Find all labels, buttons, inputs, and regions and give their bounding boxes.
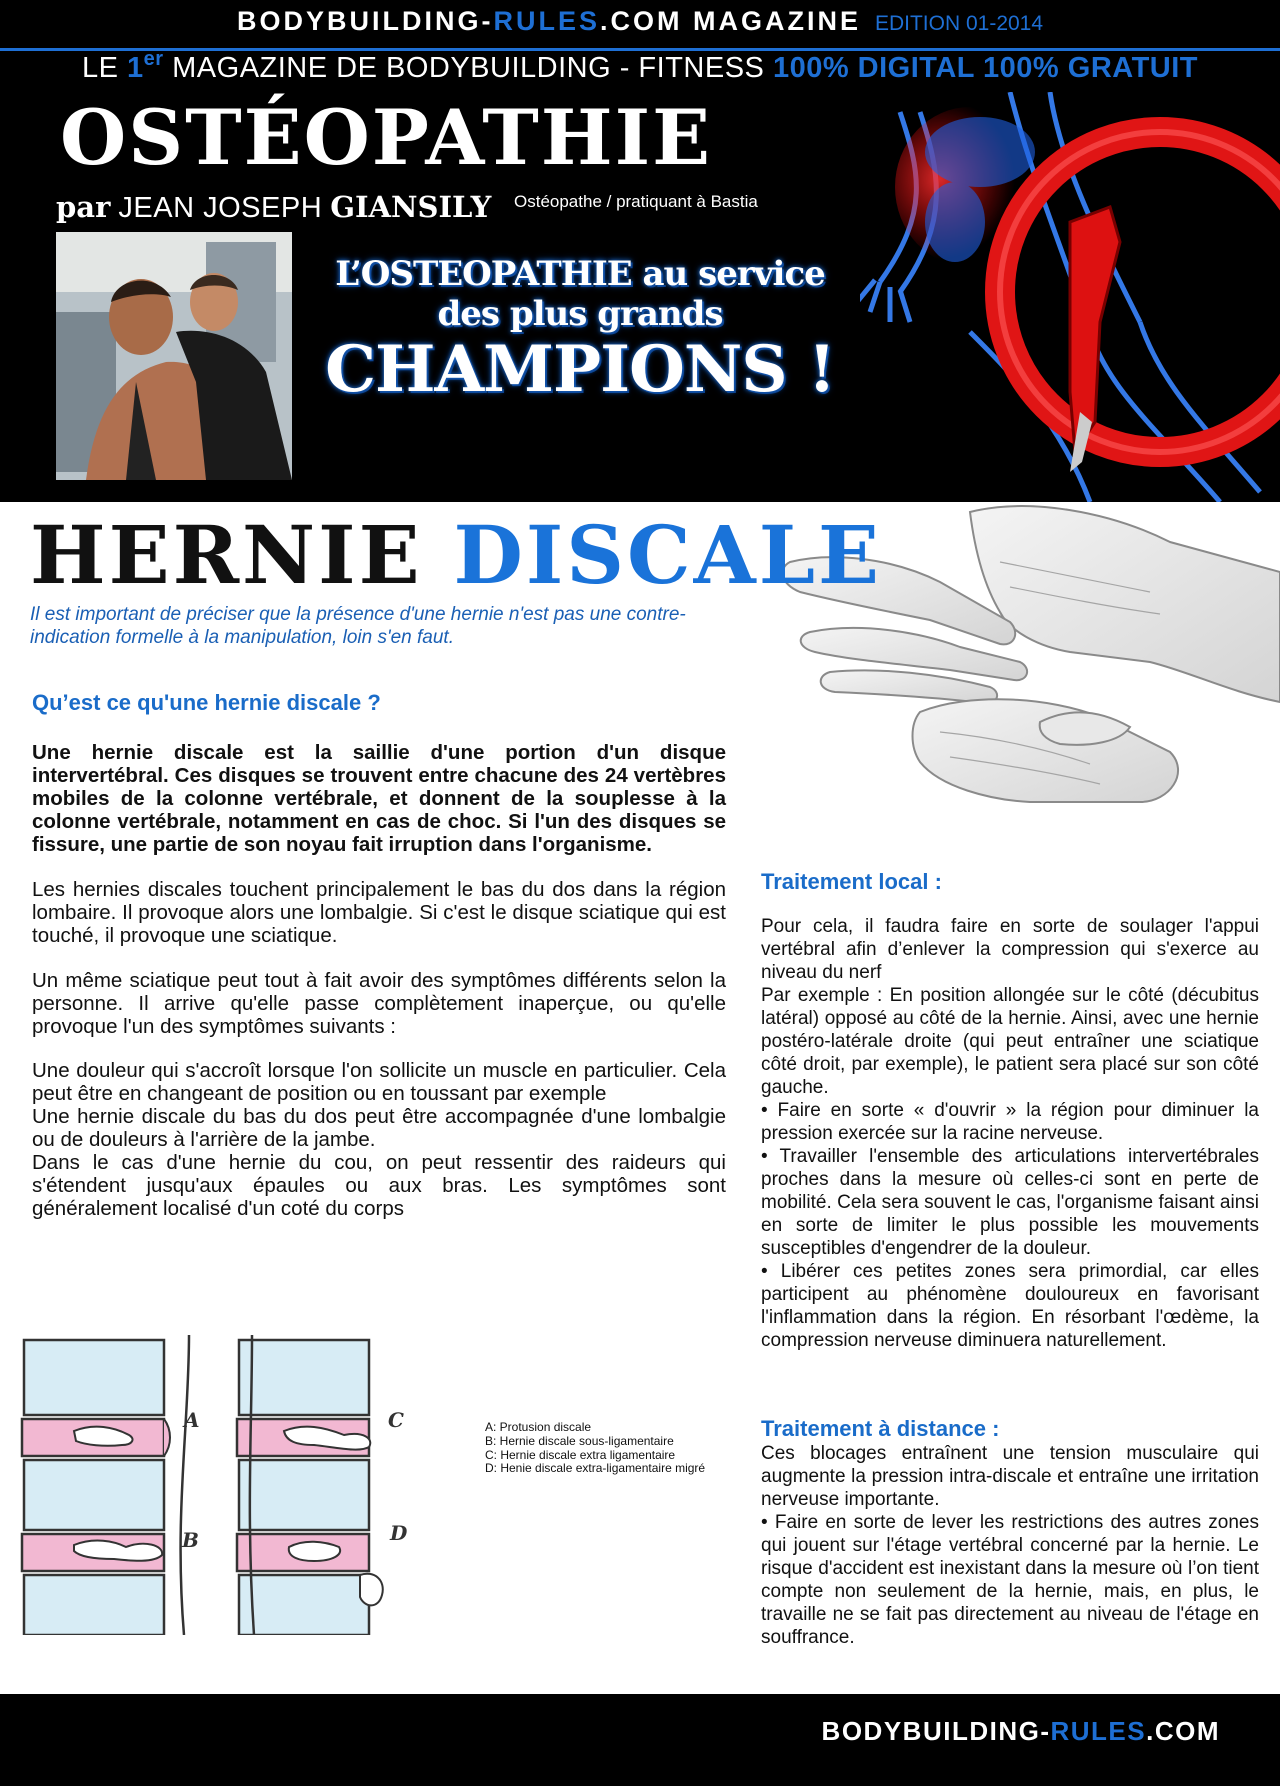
distance-treatment-text [761, 1443, 1259, 1650]
paragraph: Pour cela, il faudra faire en sorte de soulager l'appui vertébral afin d’enlever la compression qui s'exerce au niveau du nerf [761, 916, 1259, 983]
nucleus [74, 1541, 162, 1561]
paragraph: Par exemple : En position allongée sur le côté (décubitus latéral) opposé au côté de la hernie. Ainsi, avec une hernie postéro-latérale droite (qui peut entraîner une sciatique côté droit, par exemple), le patient sera placé sur son côté gauche. [761, 984, 1259, 1098]
bullet-item: • Faire en sorte de lever les restrictions des autres zones qui jouent sur l'étage vertébral concerné par la hernie. Le risque d'accident est inexistant dans la mesure où l’on tient compte non seulement de la hernie, mais, en plus, le travaille ne se fait pas directement au niveau de l'étage en souffrance. [761, 1511, 1259, 1648]
legend-item: C: Hernie discale extra ligamentaire [485, 1447, 676, 1462]
bullet-item: • Libérer ces petites zones sera primordial, car elles participent au phénomène douloureux en favorisant l'inflammation dans la région. En résorbant l'œdème, la compression nerveuse diminuera naturellement. [761, 1260, 1259, 1351]
local-treatment-text [761, 916, 1259, 1353]
vertebra [24, 1340, 164, 1415]
diagram-legend [485, 1421, 715, 1476]
bullet-item: • Faire en sorte « d'ouvrir » la région pour diminuer la pression exercée sur la racine nerveuse. [761, 1099, 1259, 1144]
magazine-subtitle [0, 48, 1280, 85]
bullet-item: • Travailler l'ensemble des articulations intervertébrales proches dans la mesure où celles-ci sont en perte de mobilité. Cela sera souvent le cas, l'organisme faisant ainsi en sorte de limiter le plus possible les mouvements susceptibles d'engendrer de la douleur. [761, 1145, 1259, 1259]
subtitle-first: 1 [127, 52, 144, 84]
spine-right [239, 1340, 369, 1635]
paragraph: Un même sciatique peut tout à fait avoir des symptômes différents selon la personne. Il arrive qu'elle passe complètement inaperçue, ou qu'elle provoque l'un des symptômes suivants : [32, 968, 726, 1038]
author-surname: GIANSILY [330, 190, 492, 224]
vertebra [24, 1460, 164, 1530]
label-b: B [182, 1528, 199, 1552]
masthead [0, 0, 1280, 92]
tagline-line-3: CHAMPIONS ! [325, 332, 835, 408]
local-treatment-heading: Traitement local : [761, 869, 942, 894]
subtitle-digital: 100% DIGITAL 100% GRATUIT [772, 52, 1198, 84]
protrusion [164, 1419, 170, 1456]
footer-site-part: BODYBUILDING- [821, 1716, 1051, 1746]
subtitle-le: LE [81, 52, 119, 84]
masthead-divider [0, 48, 1280, 51]
vertebra [239, 1575, 369, 1635]
paragraph: Une douleur qui s'accroît lorsque l'on sollicite un muscle en particulier. Cela peut être en changeant de position ou en toussant par exemple [32, 1059, 726, 1106]
label-c: C [388, 1408, 404, 1432]
subtitle-text: MAGAZINE DE BODYBUILDING - FITNESS [172, 52, 765, 84]
article-intro: Il est important de préciser que la présence d'une hernie n'est pas une contre-indication formelle à la manipulation, loin s'en faut. [30, 604, 686, 648]
author-role: Ostéopathe / pratiquant à Bastia [514, 192, 758, 211]
paragraph: Les hernies discales touchent principalement le bas du dos dans la région lombaire. Il provoque alors une lombalgie. Si c'est le disque sciatique qui est touché, il provoque une sciatique. [32, 877, 726, 947]
hero-banner [0, 92, 1280, 502]
author-first-name: JEAN JOSEPH [118, 192, 323, 224]
tagline-line-1: L’OSTEOPATHIE au service [335, 254, 825, 294]
label-d: D [390, 1521, 408, 1545]
footer-site-link[interactable] [822, 1716, 1220, 1747]
paragraph: Une hernie discale du bas du dos peut être accompagnée d'une lombalgie ou de douleurs à l'arrière de la jambe. [32, 1105, 726, 1152]
footer-site-part: .COM [1146, 1716, 1220, 1746]
legend-item: D: Henie discale extra-ligamentaire migré [485, 1461, 706, 1476]
vertebra [239, 1340, 369, 1415]
article-headline [30, 508, 882, 602]
edition-label: EDITION 01-2014 [874, 12, 1044, 35]
migrated-fragment [360, 1574, 383, 1606]
magazine-title-part: .COM MAGAZINE [599, 6, 861, 36]
spine-disc-diagram [14, 1335, 434, 1635]
headline-discale: DISCALE [453, 508, 882, 602]
nucleus [289, 1542, 340, 1561]
legend-item: B: Hernie discale sous-ligamentaire [485, 1433, 674, 1448]
footer-site-accent: RULES [1050, 1716, 1147, 1746]
distance-treatment-heading: Traitement à distance : [761, 1416, 1000, 1441]
skeleton-illustration [860, 92, 1280, 502]
paragraph: Une hernie discale est la saillie d'une portion d'un disque intervertébral. Ces disques se trouvent entre chacune des 24 vertèbres mobiles de la colonne vertébrale, et donnent de la souplesse à la colonne vertébrale, notamment en cas de choc. Si l'un des disques se fissure, une partie de son noyau fait irruption dans l'organisme. [32, 741, 726, 856]
hero-tagline [300, 254, 860, 408]
magazine-title-accent: RULES [493, 6, 600, 36]
magazine-title-part: BODYBUILDING- [236, 6, 494, 36]
vertebra [24, 1575, 164, 1635]
author-byline [56, 190, 491, 225]
label-a: A [184, 1408, 200, 1432]
legend-item: A: Protusion discale [485, 1420, 592, 1434]
tagline-line-2: des plus grands [437, 293, 723, 334]
author-photo [56, 232, 292, 480]
byline-par: par [56, 190, 111, 224]
subtitle-superscript: er [143, 48, 164, 70]
page-footer [0, 1694, 1280, 1786]
section-title: OSTÉOPATHIE [60, 93, 713, 182]
paragraph: Ces blocages entraînent une tension musculaire qui augmente la pression intra-discale et entraîne une irritation nerveuse importante. [761, 1443, 1259, 1510]
spine-left [24, 1340, 164, 1635]
vertebra [239, 1460, 369, 1530]
left-column [32, 742, 726, 1243]
ligament-line [181, 1335, 189, 1635]
magazine-title [0, 6, 1280, 37]
question-heading: Qu’est ce qu'une hernie discale ? [32, 690, 381, 715]
paragraph: Dans le cas d'une hernie du cou, on peut ressentir des raideurs qui s'étendent jusqu'aux épaules ou aux bras. Les symptômes sont généralement localisé d'un coté du corps [32, 1151, 726, 1221]
headline-hernie: HERNIE [30, 508, 423, 602]
